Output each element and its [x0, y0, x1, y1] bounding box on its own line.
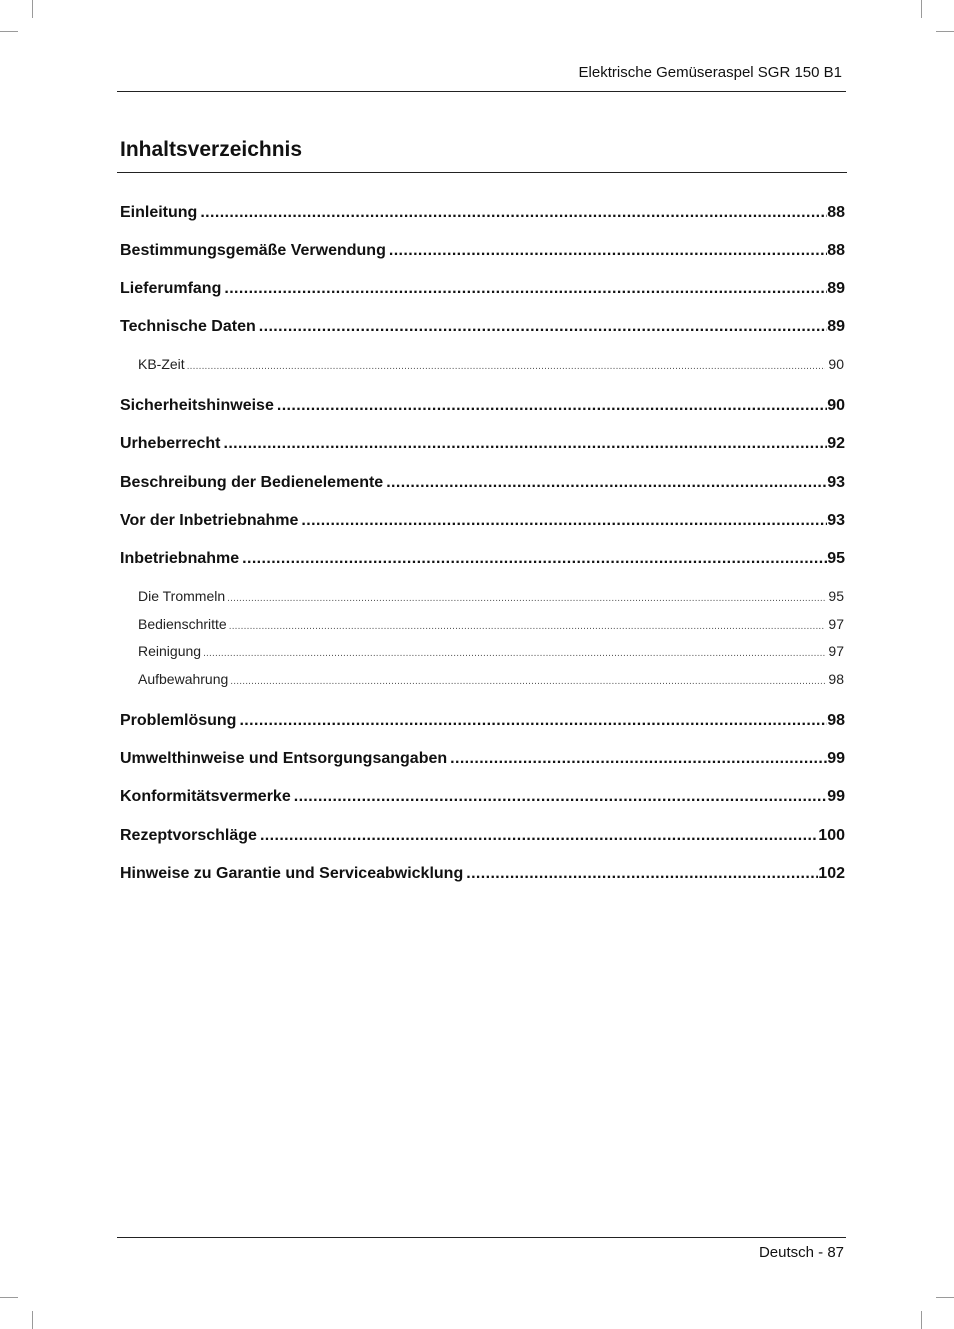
toc-entry-page: 92: [827, 435, 845, 452]
toc-leader-dots: [224, 280, 827, 298]
toc-subentry[interactable]: [138, 588, 844, 604]
toc-entry-page: 95: [827, 550, 845, 567]
toc-subentry-label: Aufbewahrung: [138, 671, 229, 687]
toc-entry-page: 89: [827, 280, 845, 297]
toc-leader-dots: [466, 865, 818, 883]
header-rule: [117, 91, 846, 92]
toc-subentry-label: Die Trommeln: [138, 588, 226, 604]
toc-title-rule: [117, 172, 847, 173]
toc-entry[interactable]: [120, 512, 845, 530]
toc-subentry-label: Reinigung: [138, 643, 202, 659]
footer-page-number: 87: [827, 1244, 844, 1261]
toc-subentry-page: 97: [828, 616, 844, 632]
toc-subentry-label: Bedienschritte: [138, 616, 227, 632]
toc-subentry-page: 98: [828, 671, 844, 687]
running-header-title: Elektrische Gemüseraspel SGR 150 B1: [578, 64, 842, 81]
footer-language: Deutsch: [758, 1244, 814, 1261]
toc-subentry-page: 95: [828, 588, 844, 604]
toc-entry[interactable]: [120, 550, 845, 568]
toc-leader-dots: [386, 474, 827, 492]
toc-entry-label: Technische Daten: [120, 318, 256, 335]
toc-entry-page: 98: [827, 712, 845, 729]
crop-mark-right-top: [936, 31, 954, 32]
toc-entry-label: Urheberrecht: [120, 435, 221, 452]
toc-subentry[interactable]: [138, 671, 844, 687]
toc-entry[interactable]: [120, 397, 845, 415]
toc-entry-label: Hinweise zu Garantie und Serviceabwicklung: [120, 865, 464, 882]
toc-leader-dots: [230, 676, 825, 687]
crop-mark-bottom-left: [32, 1311, 33, 1329]
toc-subentry-label: KB-Zeit: [138, 356, 185, 372]
toc-leader-dots: [229, 621, 826, 632]
toc-entry[interactable]: [120, 435, 845, 453]
toc-leader-dots: [223, 435, 827, 453]
toc-subentry[interactable]: [138, 643, 844, 659]
toc-entry-label: Konformitätsvermerke: [120, 788, 291, 805]
crop-mark-top-left: [32, 0, 33, 18]
toc-entry[interactable]: [120, 750, 845, 768]
toc-entry[interactable]: [120, 280, 845, 298]
toc-subentry-page: 97: [828, 643, 844, 659]
crop-mark-bottom-right: [921, 1311, 922, 1329]
toc-entry-label: Umwelthinweise und Entsorgungsangaben: [120, 750, 448, 767]
toc-entry-page: 89: [827, 318, 845, 335]
toc-entry-label: Lieferumfang: [120, 280, 222, 297]
toc-entry-label: Bestimmungsgemäße Verwendung: [120, 242, 386, 259]
toc-entry-label: Vor der Inbetriebnahme: [120, 512, 299, 529]
toc-entry-page: 102: [818, 865, 845, 882]
toc-entry[interactable]: [120, 865, 845, 883]
toc-subentry[interactable]: [138, 616, 844, 632]
toc-entry[interactable]: [120, 788, 845, 806]
toc-entry[interactable]: [120, 242, 845, 260]
toc-entry-page: 93: [827, 512, 845, 529]
toc-entry-label: Rezeptvorschläge: [120, 827, 257, 844]
toc-entry[interactable]: [120, 827, 845, 845]
toc-entry-label: Inbetriebnahme: [120, 550, 240, 567]
toc-entry-page: 88: [827, 242, 845, 259]
toc-leader-dots: [200, 204, 827, 222]
toc-leader-dots: [187, 361, 826, 372]
footer-rule: [117, 1237, 846, 1238]
toc-entry-label: Einleitung: [120, 204, 198, 221]
crop-mark-top-right: [921, 0, 922, 18]
toc-entry-page: 100: [818, 827, 845, 844]
toc-entry-label: Sicherheitshinweise: [120, 397, 274, 414]
toc-entry[interactable]: [120, 712, 845, 730]
toc-entry-label: Beschreibung der Bedienelemente: [120, 474, 384, 491]
toc-entry[interactable]: [120, 474, 845, 492]
toc-leader-dots: [239, 712, 827, 730]
toc-leader-dots: [260, 827, 818, 845]
toc-leader-dots: [259, 318, 827, 336]
toc-entry-label: Problemlösung: [120, 712, 237, 729]
toc-leader-dots: [227, 593, 825, 604]
toc-entry[interactable]: [120, 318, 845, 336]
toc-entry-page: 99: [827, 750, 845, 767]
toc-leader-dots: [389, 242, 827, 260]
crop-mark-left-top: [0, 31, 18, 32]
toc-leader-dots: [203, 648, 825, 659]
toc-leader-dots: [450, 750, 827, 768]
toc-leader-dots: [301, 512, 827, 530]
toc-entry-page: 99: [827, 788, 845, 805]
toc-title: Inhaltsverzeichnis: [120, 138, 303, 161]
toc-entry-page: 90: [827, 397, 845, 414]
footer-separator: -: [813, 1244, 828, 1261]
toc-entry-page: 93: [827, 474, 845, 491]
page-footer: [759, 1244, 844, 1261]
toc-leader-dots: [242, 550, 827, 568]
toc-leader-dots: [277, 397, 827, 415]
crop-mark-right-bottom: [936, 1297, 954, 1298]
toc-subentry-page: 90: [828, 356, 844, 372]
toc-subentry[interactable]: [138, 356, 844, 372]
toc-entry[interactable]: [120, 204, 845, 222]
toc-entry-page: 88: [827, 204, 845, 221]
crop-mark-left-bottom: [0, 1297, 18, 1298]
toc-leader-dots: [294, 788, 827, 806]
